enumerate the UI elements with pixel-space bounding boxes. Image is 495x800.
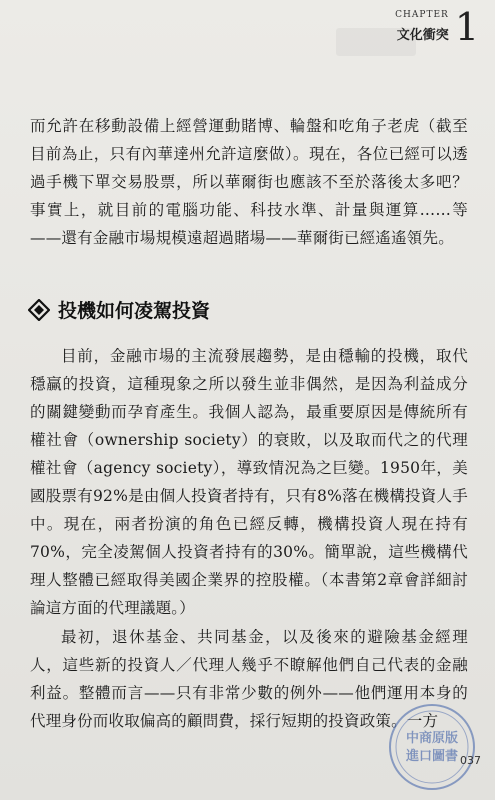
paragraph-2: 目前，金融市場的主流發展趨勢，是由穩輸的投機，取代穩贏的投資，這種現象之所以發生並非偶然，是因為利益成分的關鍵變動而孕育產生。我個人認為，最重要原因是傳統所有權社會（ownership society）的衰敗，以及取而代之的代理權社會（agency society），導致情況為之巨變。1950年，美國股票有92%是由個人投資者持有，只有8%落在機構投資人手中。現在，兩者扮演的角色已經反轉，機構投資人現在持有70%，完全凌駕個人投資者持有的30%。簡單說，這些機構代理人整體已經取得美國企業界的控股權。（本書第2章會詳細討論這方面的代理議題。） (30, 347, 468, 617)
section-heading (28, 296, 210, 323)
paragraph-1: 而允許在移動設備上經營運動賭博、輪盤和吃角子老虎（截至目前為止，只有內華達州允許這麼做）。現在，各位已經可以透過手機下單交易股票，所以華爾街也應該不至於落後太多吧？事實上，就目前的電腦功能、科技水準、計量與運算……等——還有金融市場規模遠超過賭場——華爾街已經遙遙領先。 (30, 117, 468, 247)
seller-stamp (385, 700, 480, 795)
paragraph-3: 最初，退休基金、共同基金，以及後來的避險基金經理人，這些新的投資人／代理人幾乎不瞭解他們自己代表的金融利益。整體而言——只有非常少數的例外——他們運用本身的代理身份而收取偏高的顧問費，採行短期的投資政策。一方 (30, 628, 468, 730)
section-heading-text: 投機如何凌駕投資 (58, 300, 211, 322)
chapter-number: 1 (454, 5, 479, 49)
header-text-block (395, 8, 449, 43)
diamond-bullet-icon (28, 299, 50, 321)
stamp-line-1: 中商原版 (405, 731, 459, 746)
stamp-line-2: 進口圖書 (405, 749, 459, 764)
chapter-title: 文化衝突 (396, 28, 449, 43)
chapter-label: CHAPTER (395, 10, 449, 20)
page-number: 037 (460, 754, 481, 767)
running-header (395, 5, 479, 49)
